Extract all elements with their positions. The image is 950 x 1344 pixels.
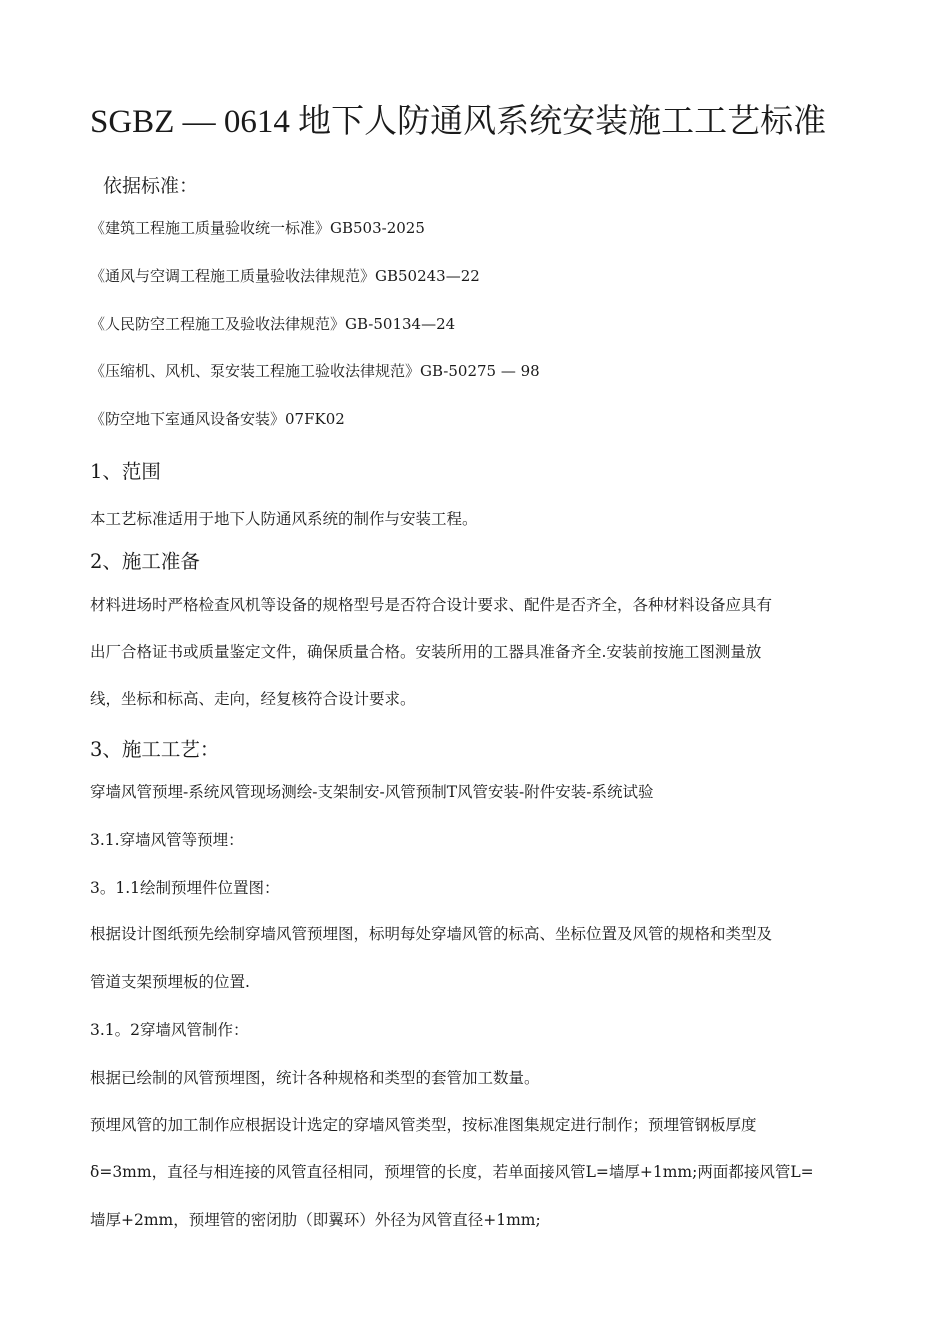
paragraph-line: 墙厚+2mm，预埋管的密闭肋（即翼环）外径为风管直径+1mm;	[90, 1211, 541, 1229]
section-heading-process: 3、施工工艺：	[90, 738, 220, 761]
standard-item: 《防空地下室通风设备安装》07FK02	[90, 410, 345, 428]
basis-label: 依据标准：	[103, 175, 199, 197]
process-flow: 穿墙风管预埋-系统风管现场测绘-支架制安-风管预制T风管安装-附件安装-系统试验	[90, 783, 654, 801]
paragraph-line: δ=3mm，直径与相连接的风管直径相同，预埋管的长度，若单面接风管L=墙厚+1mm;两面都接风管L=	[90, 1163, 814, 1181]
paragraph-line: 预埋风管的加工制作应根据设计选定的穿墙风管类型，按标准图集规定进行制作；预埋管钢板厚度	[90, 1116, 757, 1134]
standard-item: 《通风与空调工程施工质量验收法律规范》GB50243—22	[90, 267, 480, 285]
paragraph-line: 根据已绘制的风管预埋图，统计各种规格和类型的套管加工数量。	[90, 1069, 540, 1087]
subsection-heading: 3.1.穿墙风管等预埋：	[90, 831, 244, 849]
subsection-heading: 3.1。2穿墙风管制作：	[90, 1021, 249, 1039]
section-heading-scope: 1、范围	[90, 460, 161, 483]
document-title: SGBZ — 0614 地下人防通风系统安装施工工艺标准	[90, 104, 827, 140]
section-heading-preparation: 2、施工准备	[90, 550, 200, 573]
preparation-line: 线，坐标和标高、走向，经复核符合设计要求。	[90, 690, 416, 708]
standard-item: 《压缩机、风机、泵安装工程施工验收法律规范》GB-50275 — 98	[90, 362, 540, 380]
scope-paragraph: 本工艺标准适用于地下人防通风系统的制作与安装工程。	[90, 510, 478, 528]
standard-item: 《人民防空工程施工及验收法律规范》GB-50134—24	[90, 315, 456, 333]
standard-item: 《建筑工程施工质量验收统一标准》GB503-2025	[90, 219, 425, 237]
paragraph-line: 管道支架预埋板的位置.	[90, 973, 250, 991]
preparation-line: 材料进场时严格检查风机等设备的规格型号是否符合设计要求、配件是否齐全，各种材料设备应具有	[90, 596, 773, 614]
preparation-line: 出厂合格证书或质量鉴定文件，确保质量合格。安装所用的工器具准备齐全.安装前按施工图测量放	[90, 643, 762, 661]
subsection-heading: 3。1.1绘制预埋件位置图：	[90, 879, 280, 897]
paragraph-line: 根据设计图纸预先绘制穿墙风管预埋图，标明每处穿墙风管的标高、坐标位置及风管的规格和类型及	[90, 925, 773, 943]
